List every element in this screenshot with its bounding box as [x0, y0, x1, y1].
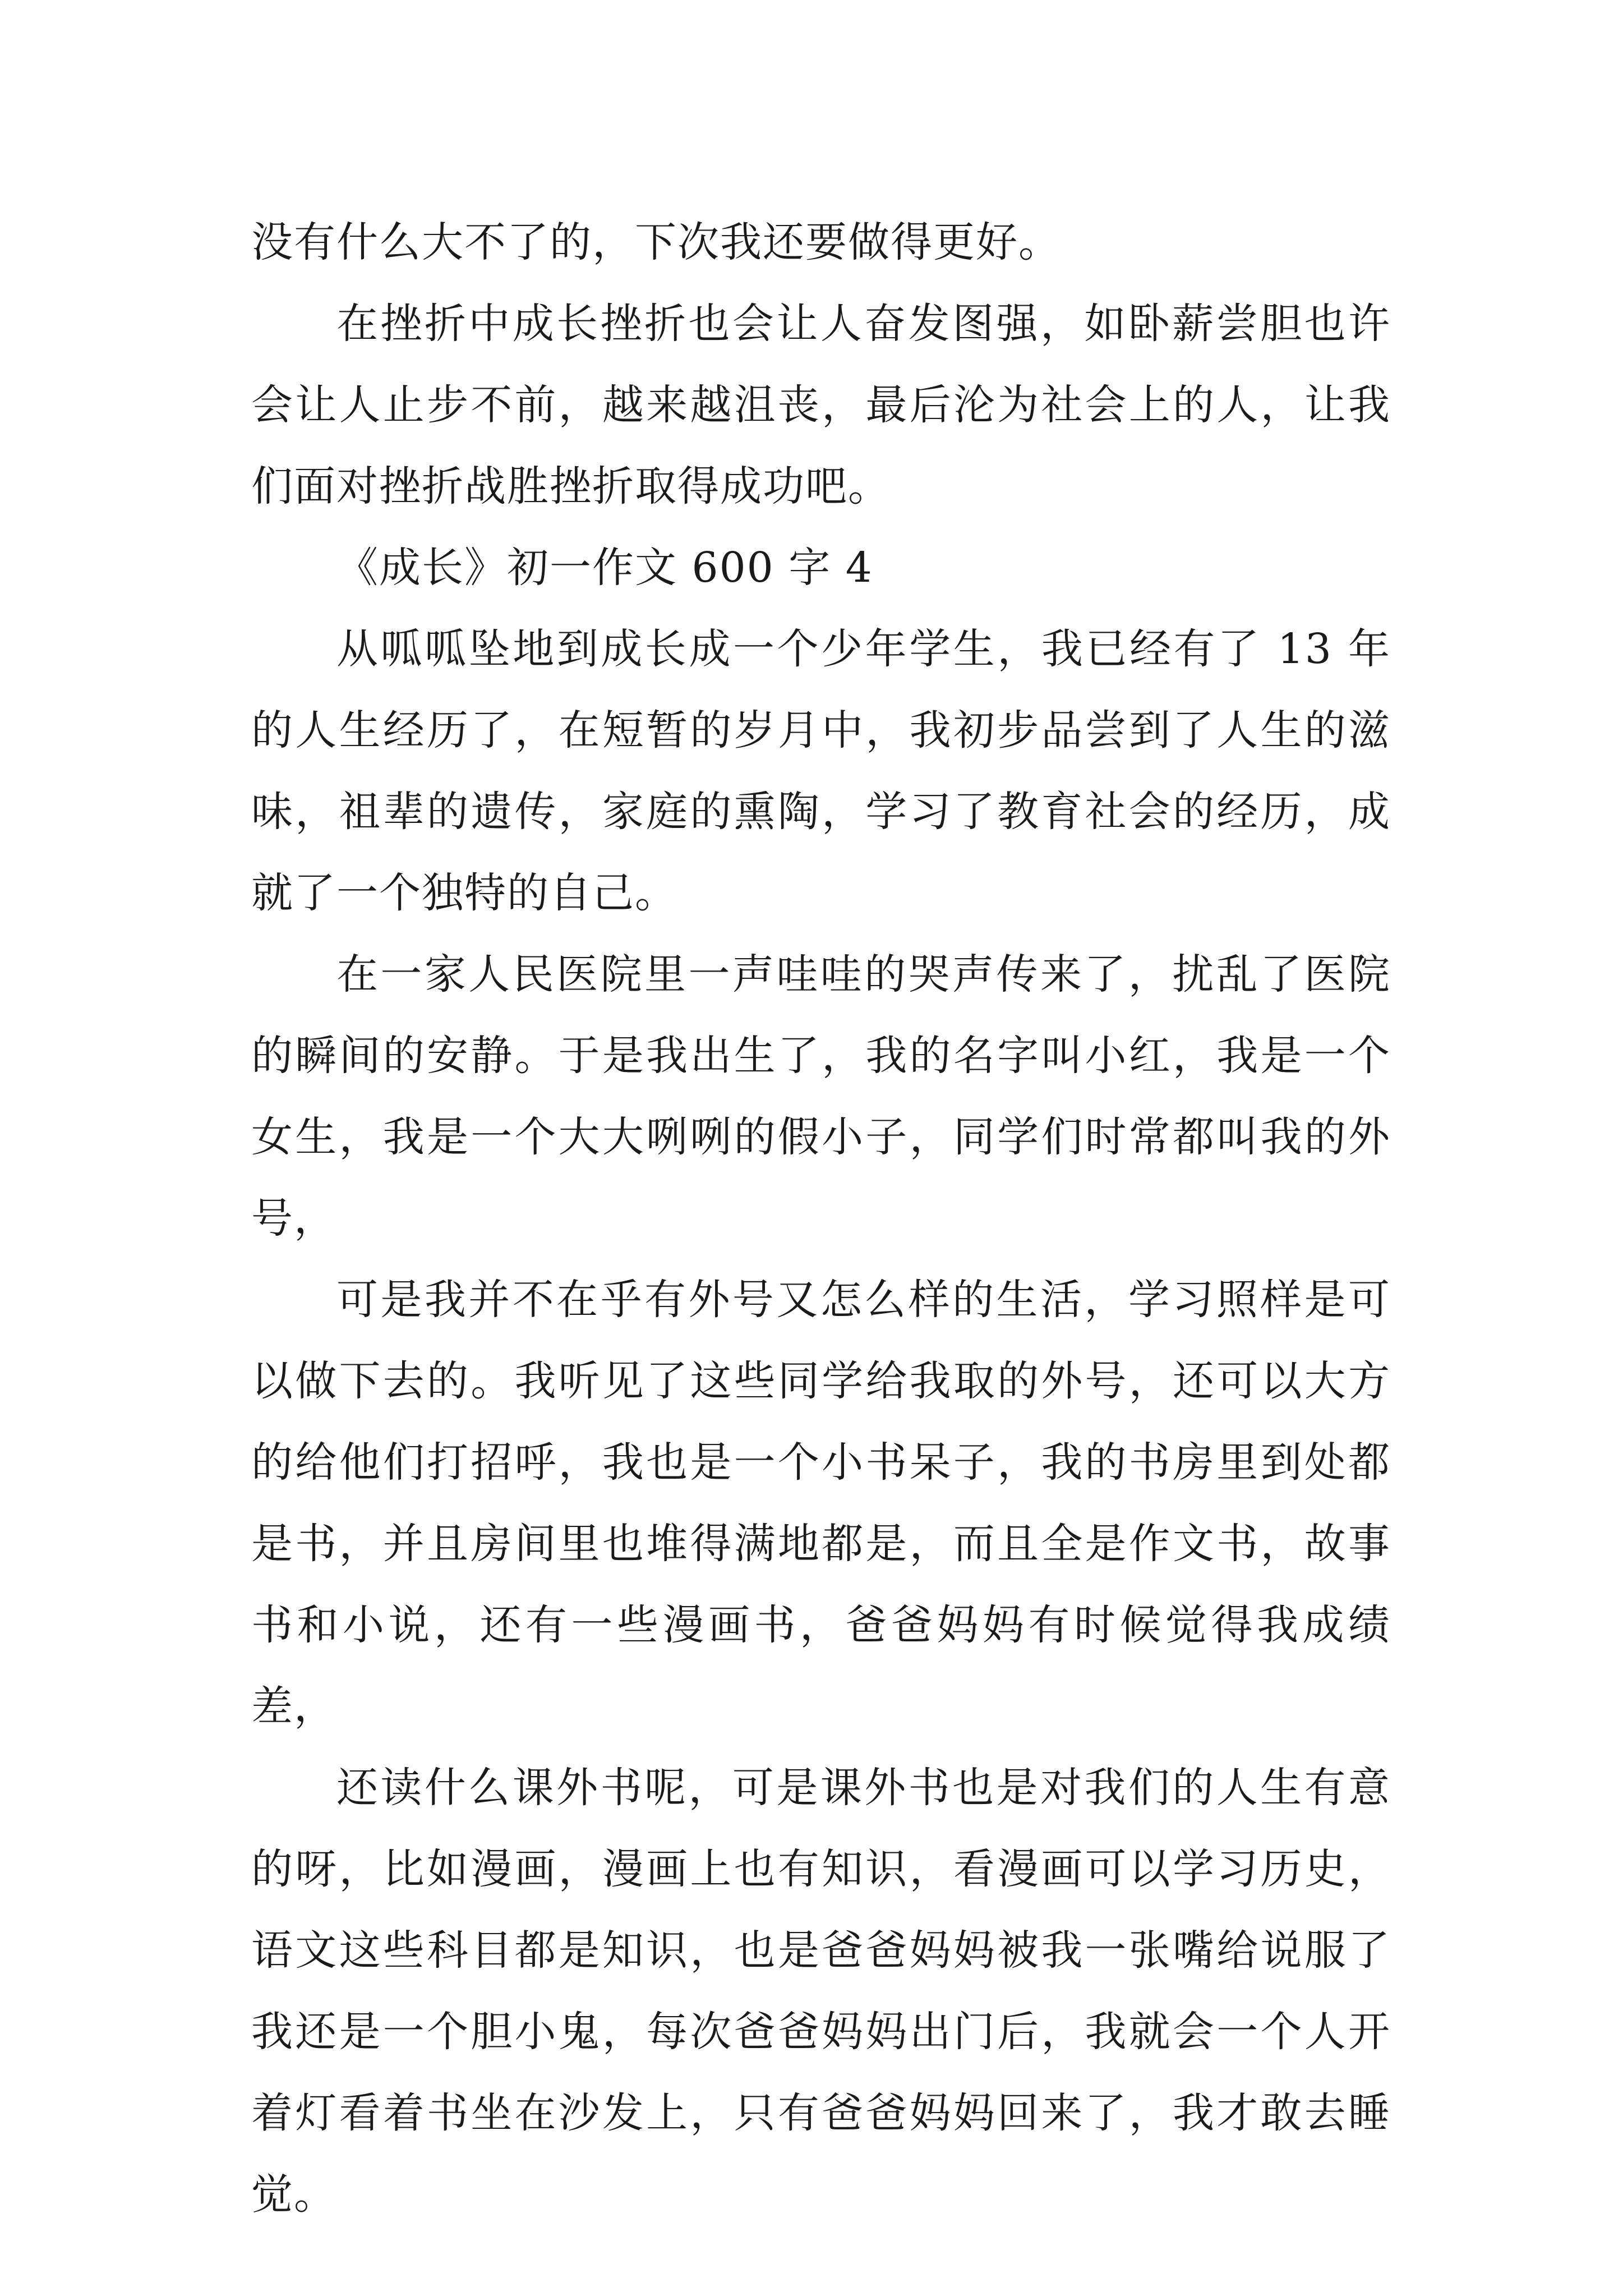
paragraph-intro: 从呱呱坠地到成长成一个少年学生，我已经有了 13 年的人生经历了，在短暂的岁月中，我初步品尝到了人生的滋味，祖辈的遗传，家庭的熏陶，学习了教育社会的经历，成就了一个独特的自己。	[251, 625, 1391, 917]
essay-heading: 《成长》初一作文 600 字 4	[336, 544, 873, 592]
document-body	[251, 202, 1391, 2235]
paragraph-nickname: 可是我并不在乎有外号又怎么样的生活，学习照样是可以做下去的。我听见了这些同学给我取的外号，还可以大方的给他们打招呼，我也是一个小书呆子，我的书房里到处都是书，并且房间里也堆得满地都是，而且全是作文书，故事书和小说，还有一些漫画书，爸爸妈妈有时候觉得我成绩差，	[251, 1276, 1391, 1731]
paragraph-setback-growth: 在挫折中成长挫折也会让人奋发图强，如卧薪尝胆也许会让人止步不前，越来越沮丧，最后沦为社会上的人，让我们面对挫折战胜挫折取得成功吧。	[251, 300, 1391, 510]
paragraph-books: 还读什么课外书呢，可是课外书也是对我们的人生有意的呀，比如漫画，漫画上也有知识，看漫画可以学习历史，语文这些科目都是知识，也是爸爸妈妈被我一张嘴给说服了我还是一个胆小鬼，每次爸爸妈妈出门后，我就会一个人开着灯看着书坐在沙发上，只有爸爸妈妈回来了，我才敢去睡觉。	[251, 1764, 1391, 2219]
paragraph-birth: 在一家人民医院里一声哇哇的哭声传来了，扰乱了医院的瞬间的安静。于是我出生了，我的名字叫小红，我是一个女生，我是一个大大咧咧的假小子，同学们时常都叫我的外号，	[251, 950, 1391, 1243]
paragraph-continued: 没有什么大不了的，下次我还要做得更好。	[251, 218, 1061, 266]
